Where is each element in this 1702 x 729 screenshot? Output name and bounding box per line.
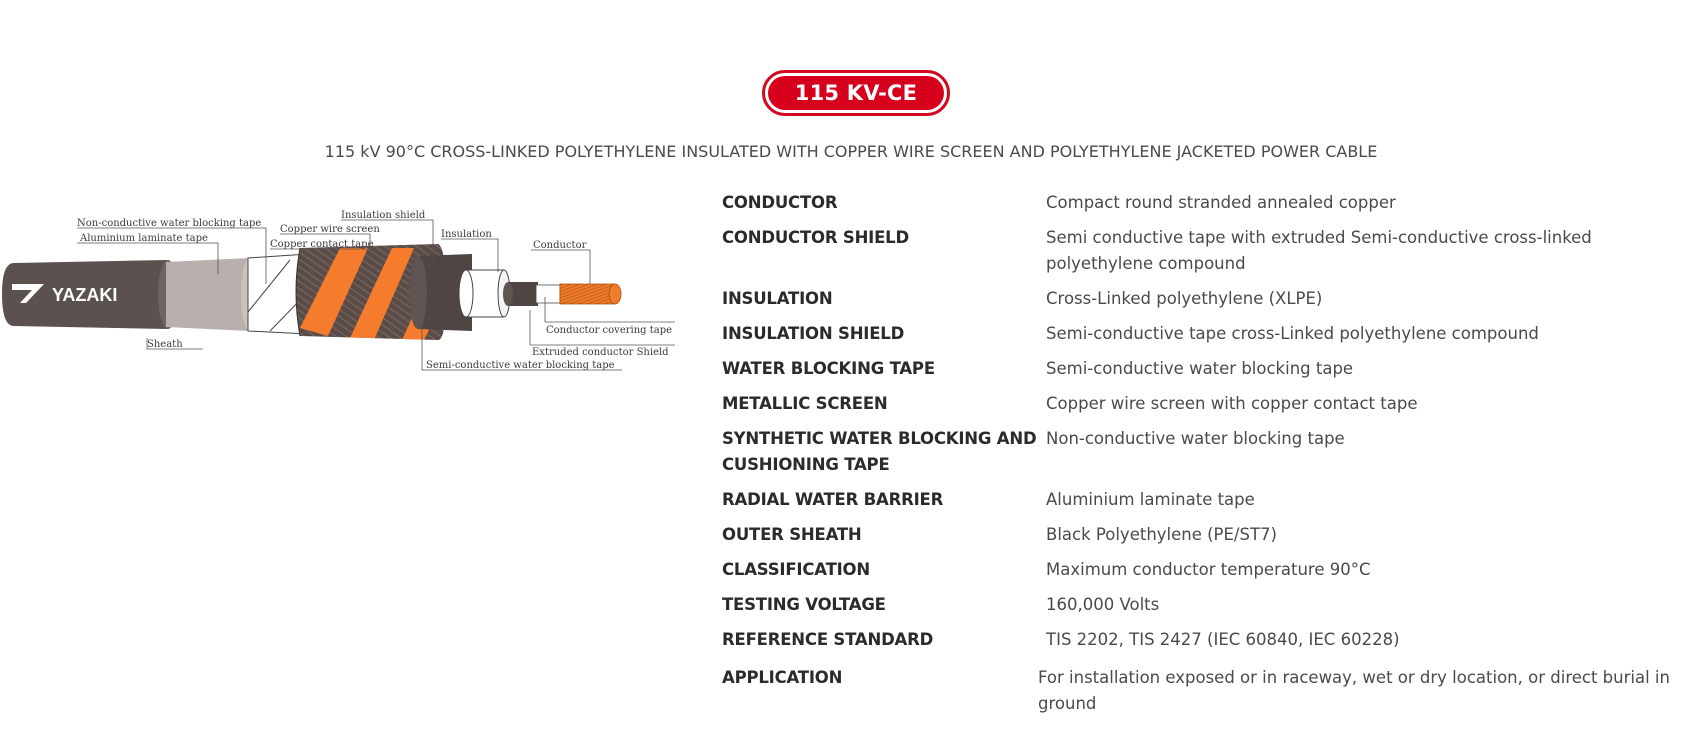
label-conductor: Conductor <box>533 240 587 251</box>
spec-value: Copper wire screen with copper contact tape <box>1046 394 1418 413</box>
spec-row <box>722 190 1682 216</box>
label-sheath: Sheath <box>147 339 183 350</box>
product-badge-label: 115 KV-CE <box>768 76 944 110</box>
spec-row <box>722 487 1682 513</box>
label-insulation: Insulation <box>441 229 492 240</box>
cable-cutaway-diagram <box>0 200 685 405</box>
spec-value: 160,000 Volts <box>1046 595 1160 614</box>
spec-label: TESTING VOLTAGE <box>722 595 886 614</box>
aluminium-tape-layer <box>166 258 250 331</box>
spec-table <box>722 190 1682 726</box>
application-value: For installation exposed or in raceway, wet or dry location, or direct burial in ground <box>1038 668 1670 713</box>
label-copper-wire: Copper wire screen <box>280 224 380 235</box>
label-semi-conductive: Semi-conductive water blocking tape <box>426 360 615 371</box>
label-extruded-shield: Extruded conductor Shield <box>532 347 669 358</box>
spec-label: SYNTHETIC WATER BLOCKING AND CUSHIONING TAPE <box>722 429 1037 474</box>
spec-row <box>722 225 1682 277</box>
spec-value: TIS 2202, TIS 2427 (IEC 60840, IEC 60228) <box>1046 630 1400 649</box>
spec-value: Aluminium laminate tape <box>1046 490 1255 509</box>
spec-row <box>722 426 1682 478</box>
brand-text: YAZAKI <box>52 285 118 305</box>
spec-row <box>722 356 1682 382</box>
spec-row <box>722 592 1682 618</box>
product-badge <box>762 70 950 116</box>
conductor-core <box>560 284 615 304</box>
spec-row <box>722 286 1682 312</box>
spec-value: Semi-conductive tape cross-Linked polyethylene compound <box>1046 324 1539 343</box>
spec-value: Maximum conductor temperature 90°C <box>1046 560 1371 579</box>
spec-value: Cross-Linked polyethylene (XLPE) <box>1046 289 1323 308</box>
spec-value: Black Polyethylene (PE/ST7) <box>1046 525 1277 544</box>
label-conductor-covering: Conductor covering tape <box>546 325 673 336</box>
spec-row <box>722 627 1682 653</box>
spec-label: WATER BLOCKING TAPE <box>722 359 935 378</box>
label-aluminium: Aluminium laminate tape <box>80 233 208 244</box>
spec-label: OUTER SHEATH <box>722 525 862 544</box>
spec-label: INSULATION <box>722 289 833 308</box>
product-subtitle: 115 kV 90°C CROSS-LINKED POLYETHYLENE INSULATED WITH COPPER WIRE SCREEN AND POLYETHYLENE JACKETED POWER CABLE <box>324 142 1378 161</box>
spec-value: Semi-conductive water blocking tape <box>1046 359 1354 378</box>
spec-row <box>722 391 1682 417</box>
spec-row <box>722 557 1682 583</box>
spec-value: Compact round stranded annealed copper <box>1046 193 1396 212</box>
spec-label: CONDUCTOR <box>722 193 838 212</box>
label-insulation-shield: Insulation shield <box>341 210 426 221</box>
spec-row <box>722 522 1682 548</box>
spec-label: METALLIC SCREEN <box>722 394 888 413</box>
spec-row <box>722 321 1682 347</box>
application-label: APPLICATION <box>722 668 843 687</box>
label-copper-contact: Copper contact tape <box>270 239 374 250</box>
spec-label: INSULATION SHIELD <box>722 324 905 343</box>
application-row <box>722 665 1682 717</box>
spec-value: Semi conductive tape with extruded Semi-conductive cross-linked polyethylene compound <box>1046 228 1592 273</box>
label-non-conductive: Non-conductive water blocking tape <box>77 218 262 229</box>
spec-label: CONDUCTOR SHIELD <box>722 228 909 247</box>
spec-label: CLASSIFICATION <box>722 560 870 579</box>
spec-label: RADIAL WATER BARRIER <box>722 490 944 509</box>
spec-label: REFERENCE STANDARD <box>722 630 934 649</box>
spec-value: Non-conductive water blocking tape <box>1046 429 1345 448</box>
